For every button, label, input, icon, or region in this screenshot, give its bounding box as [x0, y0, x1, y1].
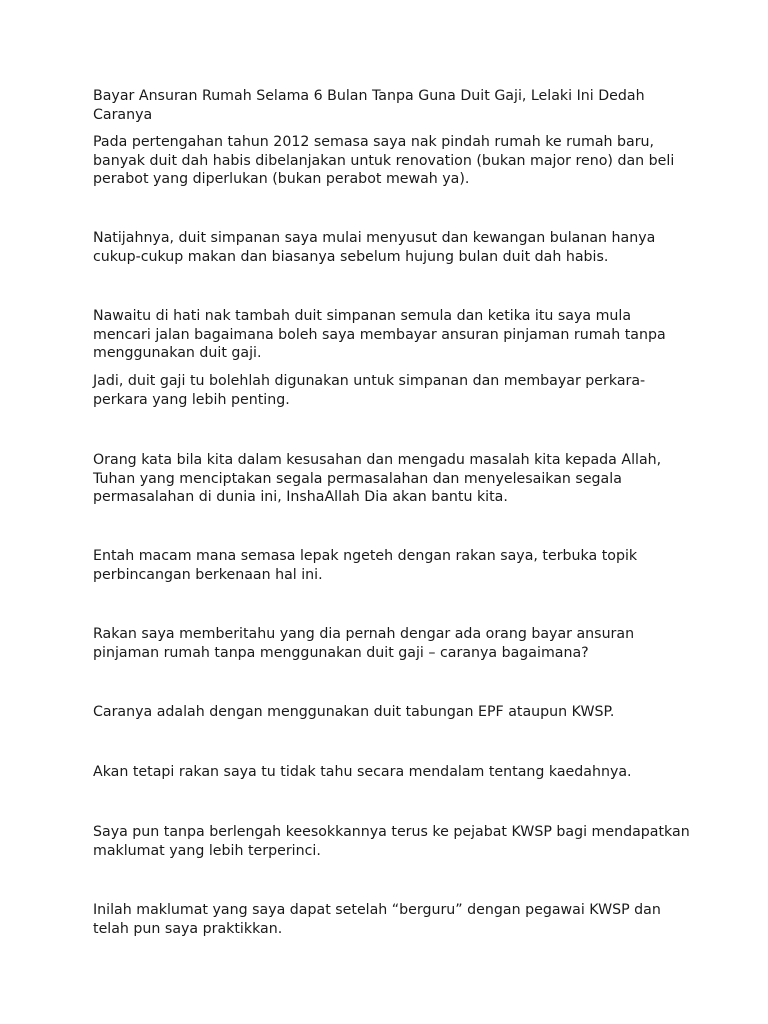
document-title: Bayar Ansuran Rumah Selama 6 Bulan Tanpa Guna Duit Gaji, Lelaki Ini Dedah Caranya	[93, 88, 645, 123]
paragraph: Orang kata bila kita dalam kesusahan dan mengadu masalah kita kepada Allah, Tuhan yang menciptakan segala permasalahan dan menyelesaikan segala permasalahan di dunia ini, InshaAllah Dia akan bantu kita.	[93, 452, 662, 505]
paragraph: Entah macam mana semasa lepak ngeteh dengan rakan saya, terbuka topik perbincangan berkenaan hal ini.	[93, 548, 638, 583]
paragraph: Inilah maklumat yang saya dapat setelah “berguru” dengan pegawai KWSP dan telah pun saya praktikkan.	[93, 902, 661, 937]
paragraph: Natijahnya, duit simpanan saya mulai menyusut dan kewangan bulanan hanya cukup-cukup makan dan biasanya sebelum hujung bulan duit dah habis.	[93, 230, 656, 265]
paragraph: Pada pertengahan tahun 2012 semasa saya nak pindah rumah ke rumah baru, banyak duit dah habis dibelanjakan untuk renovation (bukan major reno) dan beli perabot yang diperlukan (bukan perabot mewah ya).	[93, 134, 675, 187]
paragraph: Caranya adalah dengan menggunakan duit tabungan EPF ataupun KWSP.	[93, 704, 615, 720]
paragraph: Rakan saya memberitahu yang dia pernah dengar ada orang bayar ansuran pinjaman rumah tanpa menggunakan duit gaji – caranya bagaimana?	[93, 626, 635, 661]
paragraph: Jadi, duit gaji tu bolehlah digunakan untuk simpanan dan membayar perkara-perkara yang lebih penting.	[93, 373, 646, 408]
paragraph: Saya pun tanpa berlengah keesokkannya terus ke pejabat KWSP bagi mendapatkan maklumat yang lebih terperinci.	[93, 824, 690, 859]
paragraph: Nawaitu di hati nak tambah duit simpanan semula dan ketika itu saya mula mencari jalan bagaimana boleh saya membayar ansuran pinjaman rumah tanpa menggunakan duit gaji.	[93, 308, 666, 361]
paragraph: Akan tetapi rakan saya tu tidak tahu secara mendalam tentang kaedahnya.	[93, 764, 632, 780]
